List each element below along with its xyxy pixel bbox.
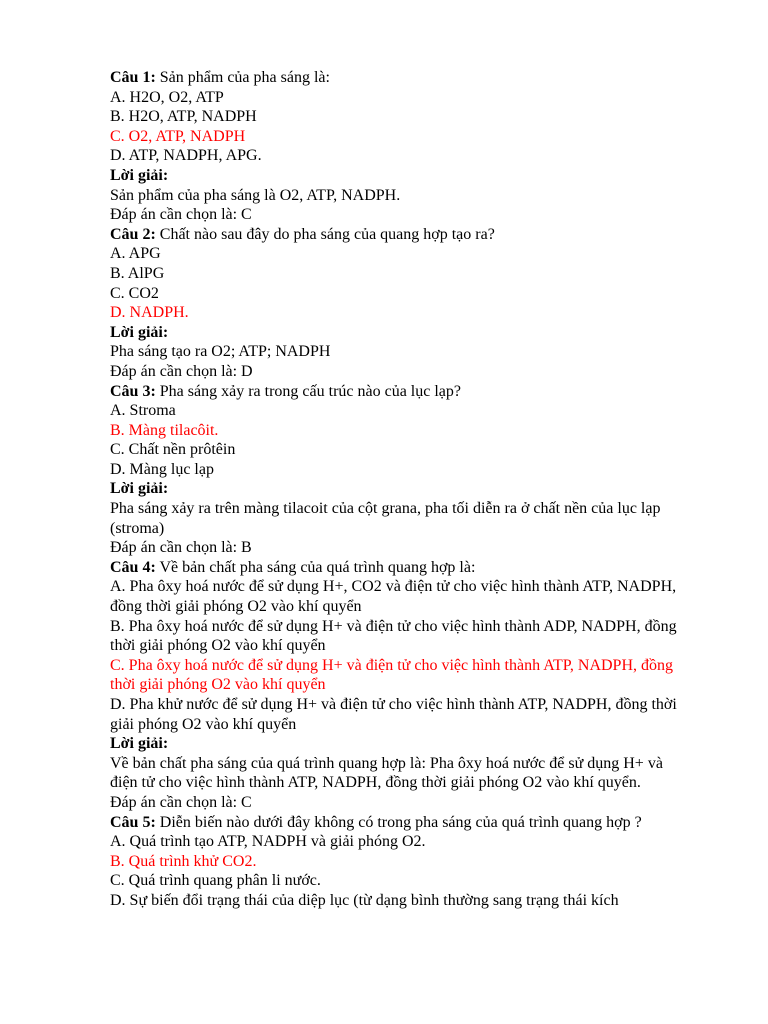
- question-text: Sản phẩm của pha sáng là:: [155, 69, 330, 86]
- question-line: [110, 558, 690, 578]
- solution-text: Pha sáng xảy ra trên màng tilacoit của cột grana, pha tối diễn ra ở chất nền của lục lạp (stroma): [110, 500, 661, 537]
- option-d: D. Sự biến đổi trạng thái của diệp lục (từ dạng bình thường sang trạng thái kích: [110, 891, 619, 909]
- question-line: [110, 68, 690, 88]
- answer-line: Đáp án cần chọn là: B: [110, 539, 252, 557]
- question-text: Về bản chất pha sáng của quá trình quang hợp là:: [155, 558, 476, 576]
- option-a: A. Pha ôxy hoá nước để sử dụng H+, CO2 và điện tử cho việc hình thành ATP, NADPH, đồng thời giải phóng O2 vào khí quyển: [110, 578, 677, 616]
- question-label: Câu 4:: [110, 558, 156, 576]
- answer-line: Đáp án cần chọn là: D: [110, 362, 253, 380]
- option-c: C. Quá trình quang phân li nước.: [110, 872, 321, 890]
- option-c-correct: C. O2, ATP, NADPH: [110, 127, 246, 145]
- option-b: B. H2O, ATP, NADPH: [110, 108, 257, 126]
- option-b-correct: B. Màng tilacôit.: [110, 421, 219, 439]
- option-d: D. Màng lục lạp: [110, 460, 214, 478]
- option-c: C. Chất nền prôtêin: [110, 441, 236, 459]
- question-block: [110, 813, 690, 911]
- option-b: B. Pha ôxy hoá nước để sử dụng H+ và điện tử cho việc hình thành ADP, NADPH, đồng thời giải phóng O2 vào khí quyển: [110, 617, 677, 655]
- solution-label: Lời giải:: [110, 480, 169, 498]
- option-a: A. Stroma: [110, 402, 176, 420]
- question-block: [110, 382, 690, 558]
- option-b: B. AlPG: [110, 264, 165, 282]
- solution-label: Lời giải:: [110, 323, 169, 341]
- question-text: Pha sáng xảy ra trong cấu trúc nào của lục lạp?: [155, 382, 461, 400]
- answer-line: Đáp án cần chọn là: C: [110, 793, 252, 811]
- option-b-correct: B. Quá trình khử CO2.: [110, 852, 257, 870]
- solution-text: Pha sáng tạo ra O2; ATP; NADPH: [110, 343, 331, 361]
- option-a: A. H2O, O2, ATP: [110, 88, 224, 106]
- question-block: [110, 68, 690, 225]
- solution-label: Lời giải:: [110, 166, 169, 184]
- option-c: C. CO2: [110, 284, 159, 302]
- question-label: Câu 5:: [110, 813, 156, 831]
- question-text: Chất nào sau đây do pha sáng của quang hợp tạo ra?: [155, 225, 495, 243]
- question-block: [110, 225, 690, 382]
- option-d: D. Pha khử nước để sử dụng H+ và điện tử cho việc hình thành ATP, NADPH, đồng thời giải phóng O2 vào khí quyển: [110, 696, 677, 733]
- option-d: D. ATP, NADPH, APG.: [110, 147, 262, 165]
- answer-line: Đáp án cần chọn là: C: [110, 206, 252, 224]
- question-text: Diễn biến nào dưới đây không có trong pha sáng của quá trình quang hợp ?: [155, 813, 642, 831]
- document-page: [110, 68, 690, 911]
- option-a: A. Quá trình tạo ATP, NADPH và giải phóng O2.: [110, 833, 426, 851]
- question-line: [110, 382, 690, 402]
- solution-text: Về bản chất pha sáng của quá trình quang hợp là: Pha ôxy hoá nước để sử dụng H+ và điện tử cho việc hình thành ATP, NADPH, đồng thời giải phóng O2 vào khí quyển.: [110, 754, 663, 792]
- option-a: A. APG: [110, 245, 161, 263]
- option-c-correct: C. Pha ôxy hoá nước để sử dụng H+ và điện tử cho việc hình thành ATP, NADPH, đồng thời giải phóng O2 vào khí quyển: [110, 656, 674, 694]
- question-block: [110, 558, 690, 813]
- question-line: [110, 813, 690, 833]
- solution-label: Lời giải:: [110, 735, 169, 753]
- question-label: Câu 1:: [110, 69, 156, 86]
- question-label: Câu 2:: [110, 225, 156, 243]
- question-line: [110, 225, 690, 245]
- solution-text: Sản phẩm của pha sáng là O2, ATP, NADPH.: [110, 186, 401, 204]
- option-d-correct: D. NADPH.: [110, 304, 189, 322]
- question-label: Câu 3:: [110, 382, 156, 400]
